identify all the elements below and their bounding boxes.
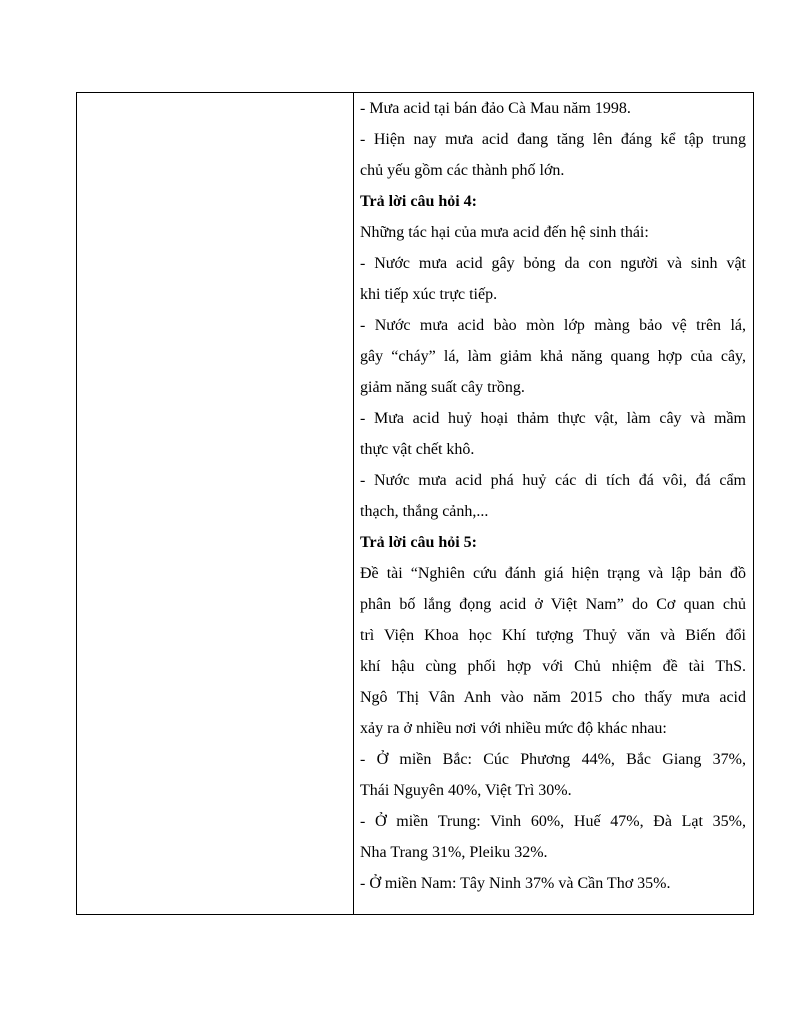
text-line: - Mưa acid tại bán đảo Cà Mau năm 1998. (360, 100, 631, 117)
text-line: - Ở miền Trung: Vinh 60%, Huế 47%, Đà Lạt 35%, (360, 813, 746, 830)
text-line: - Hiện nay mưa acid đang tăng lên đáng kể tập trung (360, 131, 746, 148)
text-line: Nha Trang 31%, Pleiku 32%. (360, 844, 548, 861)
text-line: trì Viện Khoa học Khí tượng Thuỷ văn và Biến đổi (360, 627, 746, 644)
document-table (76, 92, 754, 915)
text-line: Đề tài “Nghiên cứu đánh giá hiện trạng và lập bản đồ (360, 565, 746, 582)
text-line: thạch, thắng cảnh,... (360, 503, 489, 520)
text-line: - Nước mưa acid bào mòn lớp màng bảo vệ trên lá, (360, 317, 746, 334)
text-line: - Nước mưa acid gây bỏng da con người và sinh vật (360, 255, 746, 272)
text-line: Ngô Thị Vân Anh vào năm 2015 cho thấy mưa acid (360, 689, 746, 706)
text-line: - Mưa acid huỷ hoại thảm thực vật, làm cây và mầm (360, 410, 746, 427)
text-line: chủ yếu gồm các thành phố lớn. (360, 162, 565, 179)
text-line: giảm năng suất cây trồng. (360, 379, 525, 396)
text-line: gây “cháy” lá, làm giảm khả năng quang hợp của cây, (360, 348, 746, 365)
text-line: - Ở miền Nam: Tây Ninh 37% và Cần Thơ 35%. (360, 875, 671, 892)
text-line: - Nước mưa acid phá huỷ các di tích đá vôi, đá cẩm (360, 472, 746, 489)
text-line: Những tác hại của mưa acid đến hệ sinh thái: (360, 224, 649, 241)
text-line: thực vật chết khô. (360, 441, 475, 458)
text-line: - Ở miền Bắc: Cúc Phương 44%, Bắc Giang 37%, (360, 751, 746, 768)
section-heading: Trả lời câu hỏi 5: (360, 534, 478, 551)
table-cell-left-empty (77, 93, 354, 914)
text-line: Thái Nguyên 40%, Việt Trì 30%. (360, 782, 572, 799)
section-heading: Trả lời câu hỏi 4: (360, 193, 478, 210)
text-line: khí hậu cùng phối hợp với Chủ nhiệm đề tài ThS. (360, 658, 746, 675)
text-line: xảy ra ở nhiều nơi với nhiều mức độ khác nhau: (360, 720, 667, 737)
text-line: phân bố lắng đọng acid ở Việt Nam” do Cơ quan chủ (360, 596, 746, 613)
table-cell-answers (354, 93, 753, 914)
text-line: khi tiếp xúc trực tiếp. (360, 286, 498, 303)
